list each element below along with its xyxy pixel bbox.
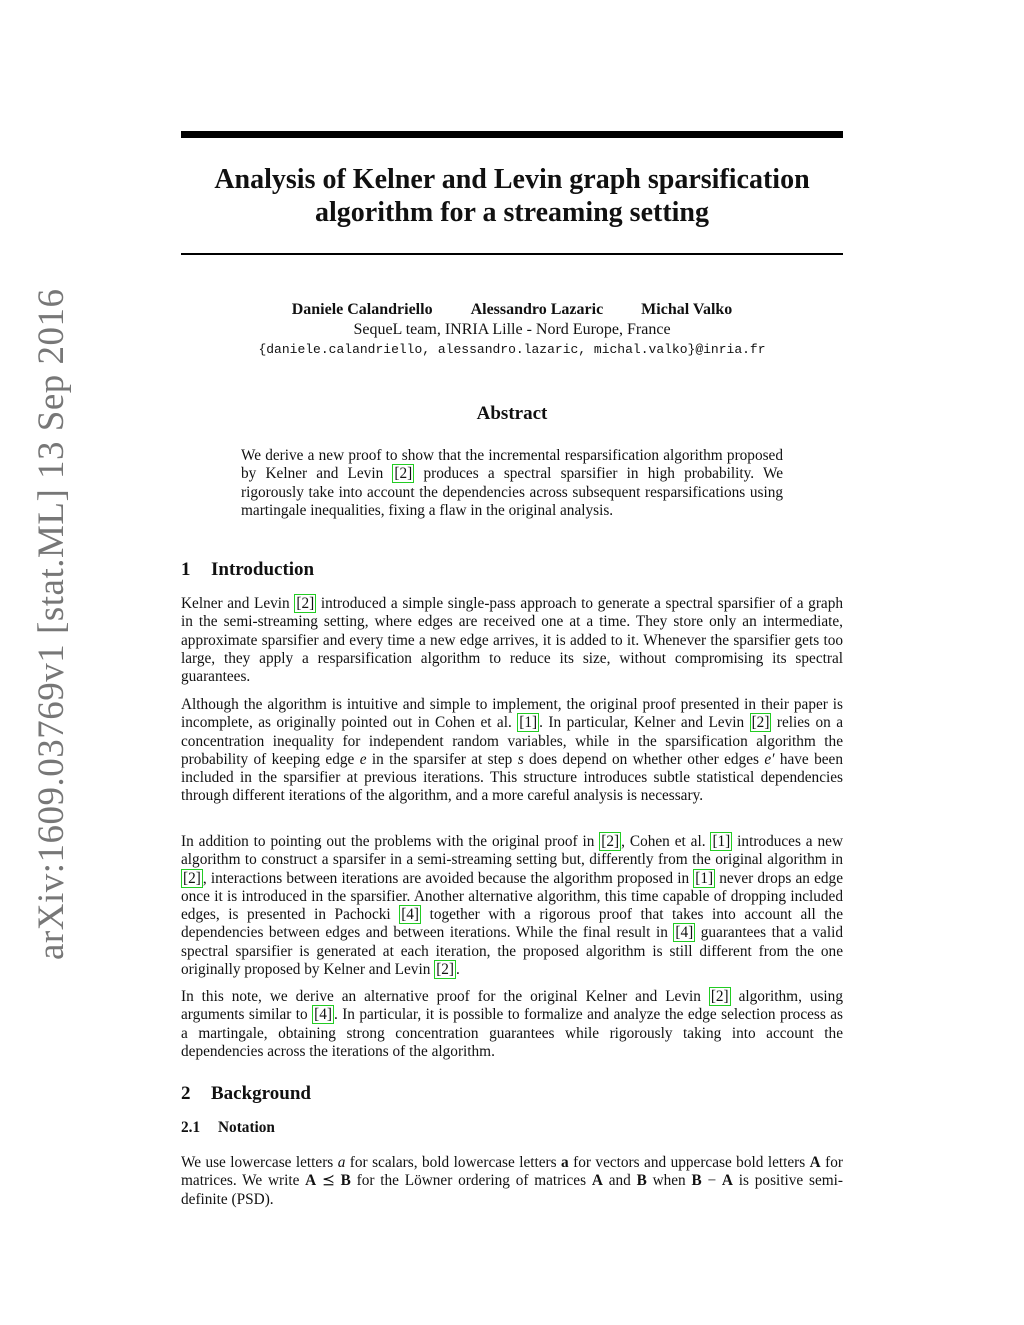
abstract-heading: Abstract: [476, 403, 548, 424]
author-emails: {daniele.calandriello, alessandro.lazaric, michal.valko}@inria.fr: [258, 342, 766, 357]
math-symbol: −: [701, 1172, 722, 1190]
math-symbol: B: [340, 1172, 351, 1190]
author-block: [181, 300, 843, 360]
math-symbol: ⪯: [316, 1172, 341, 1190]
intro-paragraph-2: Although the algorithm is intuitive and simple to implement, the original proof presented in their paper is incomplete, as originally pointed out in Cohen et al. [1] . In particular, Kelner and Levin [2] relies on a concentration inequality for independent random variables, while in the sparsification algorithm the probability of keeping edge e in the sparsifer at step s does depend on whether other edges e′ have been included in the sparsifier at previous iterations. This structure introduces subtle statistical dependencies through different iterations of the algorithm, and a more careful analysis is necessary.: [181, 696, 843, 805]
citation-link[interactable]: [2]: [601, 833, 620, 850]
intro-paragraph-1: Kelner and Levin [2] introduced a simple single-pass approach to generate a spectral sparsifier of a graph in the semi-streaming setting, where edges are received one at a time. They store only an intermediate, approximate sparsifier and every time a new edge arrives, it is added to it. Whenever the sparsifier gets too large, they apply a resparsification algorithm to reduce its size, without compromising its spectral guarantees.: [181, 595, 843, 686]
math-symbol: A: [305, 1172, 317, 1190]
section-heading-introduction: 1 Introduction: [181, 559, 315, 580]
math-symbol: a: [561, 1154, 569, 1171]
intro-paragraph-3: In addition to pointing out the problems with the original proof in [2] , Cohen et al. [1] introduces a new algorithm to construct a sparsifer in a semi-streaming setting but, differently from the original algorithm in [2] , interactions between iterations are avoided because the algorithm proposed in [1] never drops an edge once it is introduced in the sparsifier. Another alternative algorithm, this time capable of dropping included edges, is presented in Pachocki [4] together with a rigorous proof that takes into account all the dependencies between edges and between iterations. While the final result in [4] guarantees that a valid spectral sparsifier is generated at each iteration, the proposed algorithm is still different from the one originally proposed by Kelner and Levin [2] .: [181, 833, 844, 979]
citation-link[interactable]: [2]: [183, 869, 201, 887]
title-bottom-rule: [181, 253, 843, 255]
title-line-1: Analysis of Kelner and Levin graph sparsification: [214, 164, 810, 195]
author-name: Daniele Calandriello: [291, 301, 433, 318]
author-names: [181, 300, 843, 320]
citation-link[interactable]: [2]: [710, 988, 729, 1005]
citation-link[interactable]: [2]: [751, 714, 770, 732]
citation-link[interactable]: [1]: [519, 714, 538, 732]
citation-link[interactable]: [1]: [695, 869, 714, 887]
citation-link[interactable]: [4]: [401, 906, 420, 924]
citation-link[interactable]: [4]: [314, 1006, 332, 1024]
abstract-text: We derive a new proof to show that the incremental resparsification algorithm proposed by Kelner and Levin [2] produces a spectral sparsifier in high probability. We rigorously take into account the dependencies across subsequent resparsifications using martingale inequalities, fixing a flaw in the original analysis.: [241, 447, 783, 520]
paper-title: [181, 163, 843, 229]
math-symbol: A: [809, 1154, 821, 1171]
section-heading-background: 2 Background: [181, 1083, 311, 1104]
affiliation: SequeL team, INRIA Lille - Nord Europe, France: [353, 321, 671, 338]
citation-link[interactable]: [2]: [436, 961, 455, 979]
title-top-rule: [181, 131, 843, 138]
math-symbol: B: [636, 1172, 647, 1190]
notation-paragraph: We use lowercase letters a for scalars, bold lowercase letters a for vectors and uppercase bold letters A for matrices. We write A ⪯ B for the Löwner ordering of matrices A and B when B − A is positive semi-definite (PSD).: [181, 1154, 843, 1208]
intro-paragraph-4: In this note, we derive an alternative proof for the original Kelner and Levin [2] algorithm, using arguments similar to [4] . In particular, it is possible to formalize and analyze the edge selection process as a martingale, obtaining strong concentration guarantees while rigorously taking into account the dependencies across the iterations of the algorithm.: [181, 988, 843, 1060]
math-symbol: e: [359, 750, 367, 768]
citation-link[interactable]: [4]: [675, 924, 694, 942]
math-symbol: A: [721, 1172, 733, 1190]
math-symbol: a: [337, 1154, 346, 1171]
subsection-heading-notation: 2.1 Notation: [181, 1119, 275, 1136]
arxiv-identifier: arXiv:1609.03769v1 [stat.ML] 13 Sep 2016: [31, 288, 72, 960]
math-symbol: e′: [764, 750, 775, 768]
citation-link[interactable]: [1]: [712, 833, 731, 850]
title-line-2: algorithm for a streaming setting: [314, 197, 710, 228]
author-name: Alessandro Lazaric: [470, 301, 604, 318]
math-symbol: s: [517, 750, 524, 768]
math-symbol: A: [591, 1172, 603, 1190]
citation-link[interactable]: [2]: [394, 465, 413, 483]
citation-link[interactable]: [2]: [296, 595, 315, 612]
author-name: Michal Valko: [641, 301, 733, 318]
math-symbol: B: [691, 1172, 702, 1190]
